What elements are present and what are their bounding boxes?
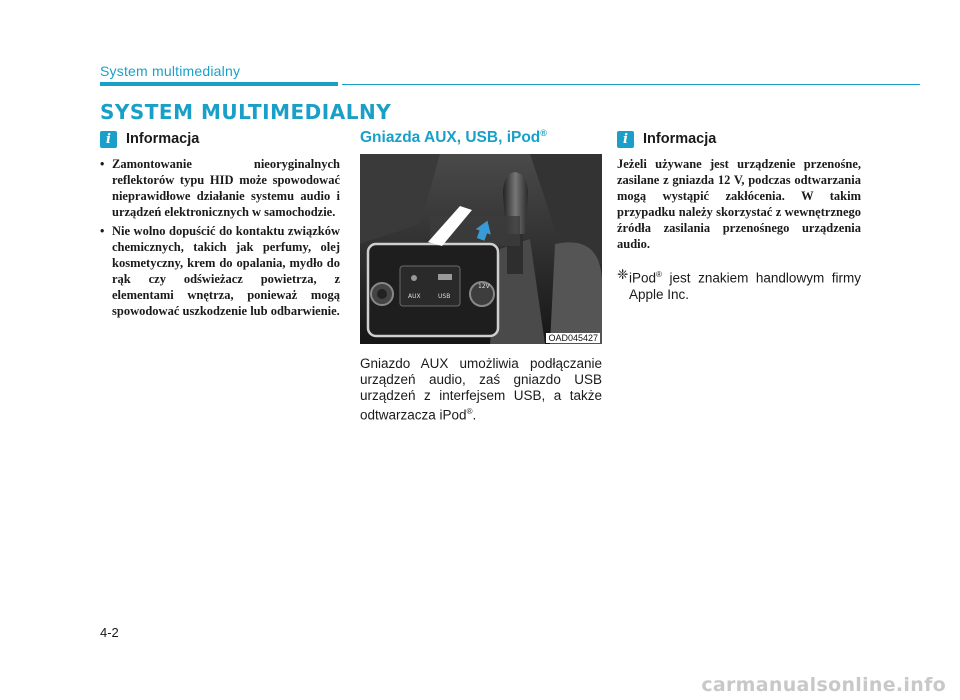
info-header bbox=[617, 128, 861, 150]
registered-mark: ® bbox=[540, 128, 547, 138]
subsection-title-text: Gniazda AUX, USB, iPod bbox=[360, 129, 541, 147]
header-rule-thick bbox=[100, 82, 338, 86]
watermark: carmanualsonline.info bbox=[701, 674, 946, 696]
info-bullet-list bbox=[100, 156, 340, 319]
aux-label: AUX bbox=[408, 293, 421, 300]
section-title: SYSTEM MULTIMEDIALNY bbox=[100, 100, 392, 124]
info-title: Informacja bbox=[126, 131, 200, 147]
note-text-b: jest znakiem handlowym firmy Apple Inc. bbox=[629, 270, 861, 302]
list-item: • Nie wolno dopuścić do kontaktu związków chemicznych, takich jak perfumy, olej kosmetyczny, krem do opalania, mydło do rąk czy odświeżacz powietrza, z elementami wnętrza, ponieważ mogą spowodować uszkodzenie lub odbarwienie. bbox=[100, 223, 340, 319]
photo-code: OAD045427 bbox=[548, 333, 598, 343]
note-text-a: iPod bbox=[629, 270, 657, 286]
trademark-note bbox=[617, 267, 861, 303]
info-paragraph: Jeżeli używane jest urządzenie przenośne, zasilane z gniazda 12 V, podczas odtwarzania mogą wystąpić zakłócenia. W takim przypadku należy skorzystać z wewnętrznego źródła zasilania przenośnego urządzenia audio. bbox=[617, 157, 861, 251]
page-number: 4-2 bbox=[100, 625, 119, 640]
note-text bbox=[629, 267, 861, 303]
note-mark-icon: ❈ bbox=[617, 267, 629, 282]
12v-label: 12V bbox=[478, 283, 490, 290]
registered-mark: ® bbox=[466, 407, 473, 416]
info-box-right bbox=[617, 128, 861, 303]
list-item: • Zamontowanie nieoryginalnych reflektorów typu HID może spowodować nieprawidłowe działanie systemu audio i urządzeń elektronicznych w samochodzie. bbox=[100, 156, 340, 220]
info-header bbox=[100, 128, 340, 150]
info-icon: i bbox=[100, 131, 117, 148]
info-box-left bbox=[100, 128, 340, 322]
body-text-end: . bbox=[472, 407, 477, 423]
console-illustration bbox=[360, 154, 602, 344]
usb-label: USB bbox=[438, 293, 451, 300]
subsection-title bbox=[360, 128, 602, 152]
header-rule-thin bbox=[342, 84, 920, 85]
body-text bbox=[360, 356, 602, 424]
info-title: Informacja bbox=[643, 131, 717, 147]
info-icon: i bbox=[617, 131, 634, 148]
registered-mark: ® bbox=[656, 270, 662, 279]
aux-usb-section bbox=[360, 128, 602, 424]
chapter-label: System multimedialny bbox=[100, 63, 241, 79]
body-text-main: Gniazdo AUX umożliwia podłączanie urządzeń audio, zaś gniazdo USB urządzeń z interfejsem USB, a także odtwarzacza iPod bbox=[360, 356, 602, 423]
console-photo bbox=[360, 154, 602, 344]
